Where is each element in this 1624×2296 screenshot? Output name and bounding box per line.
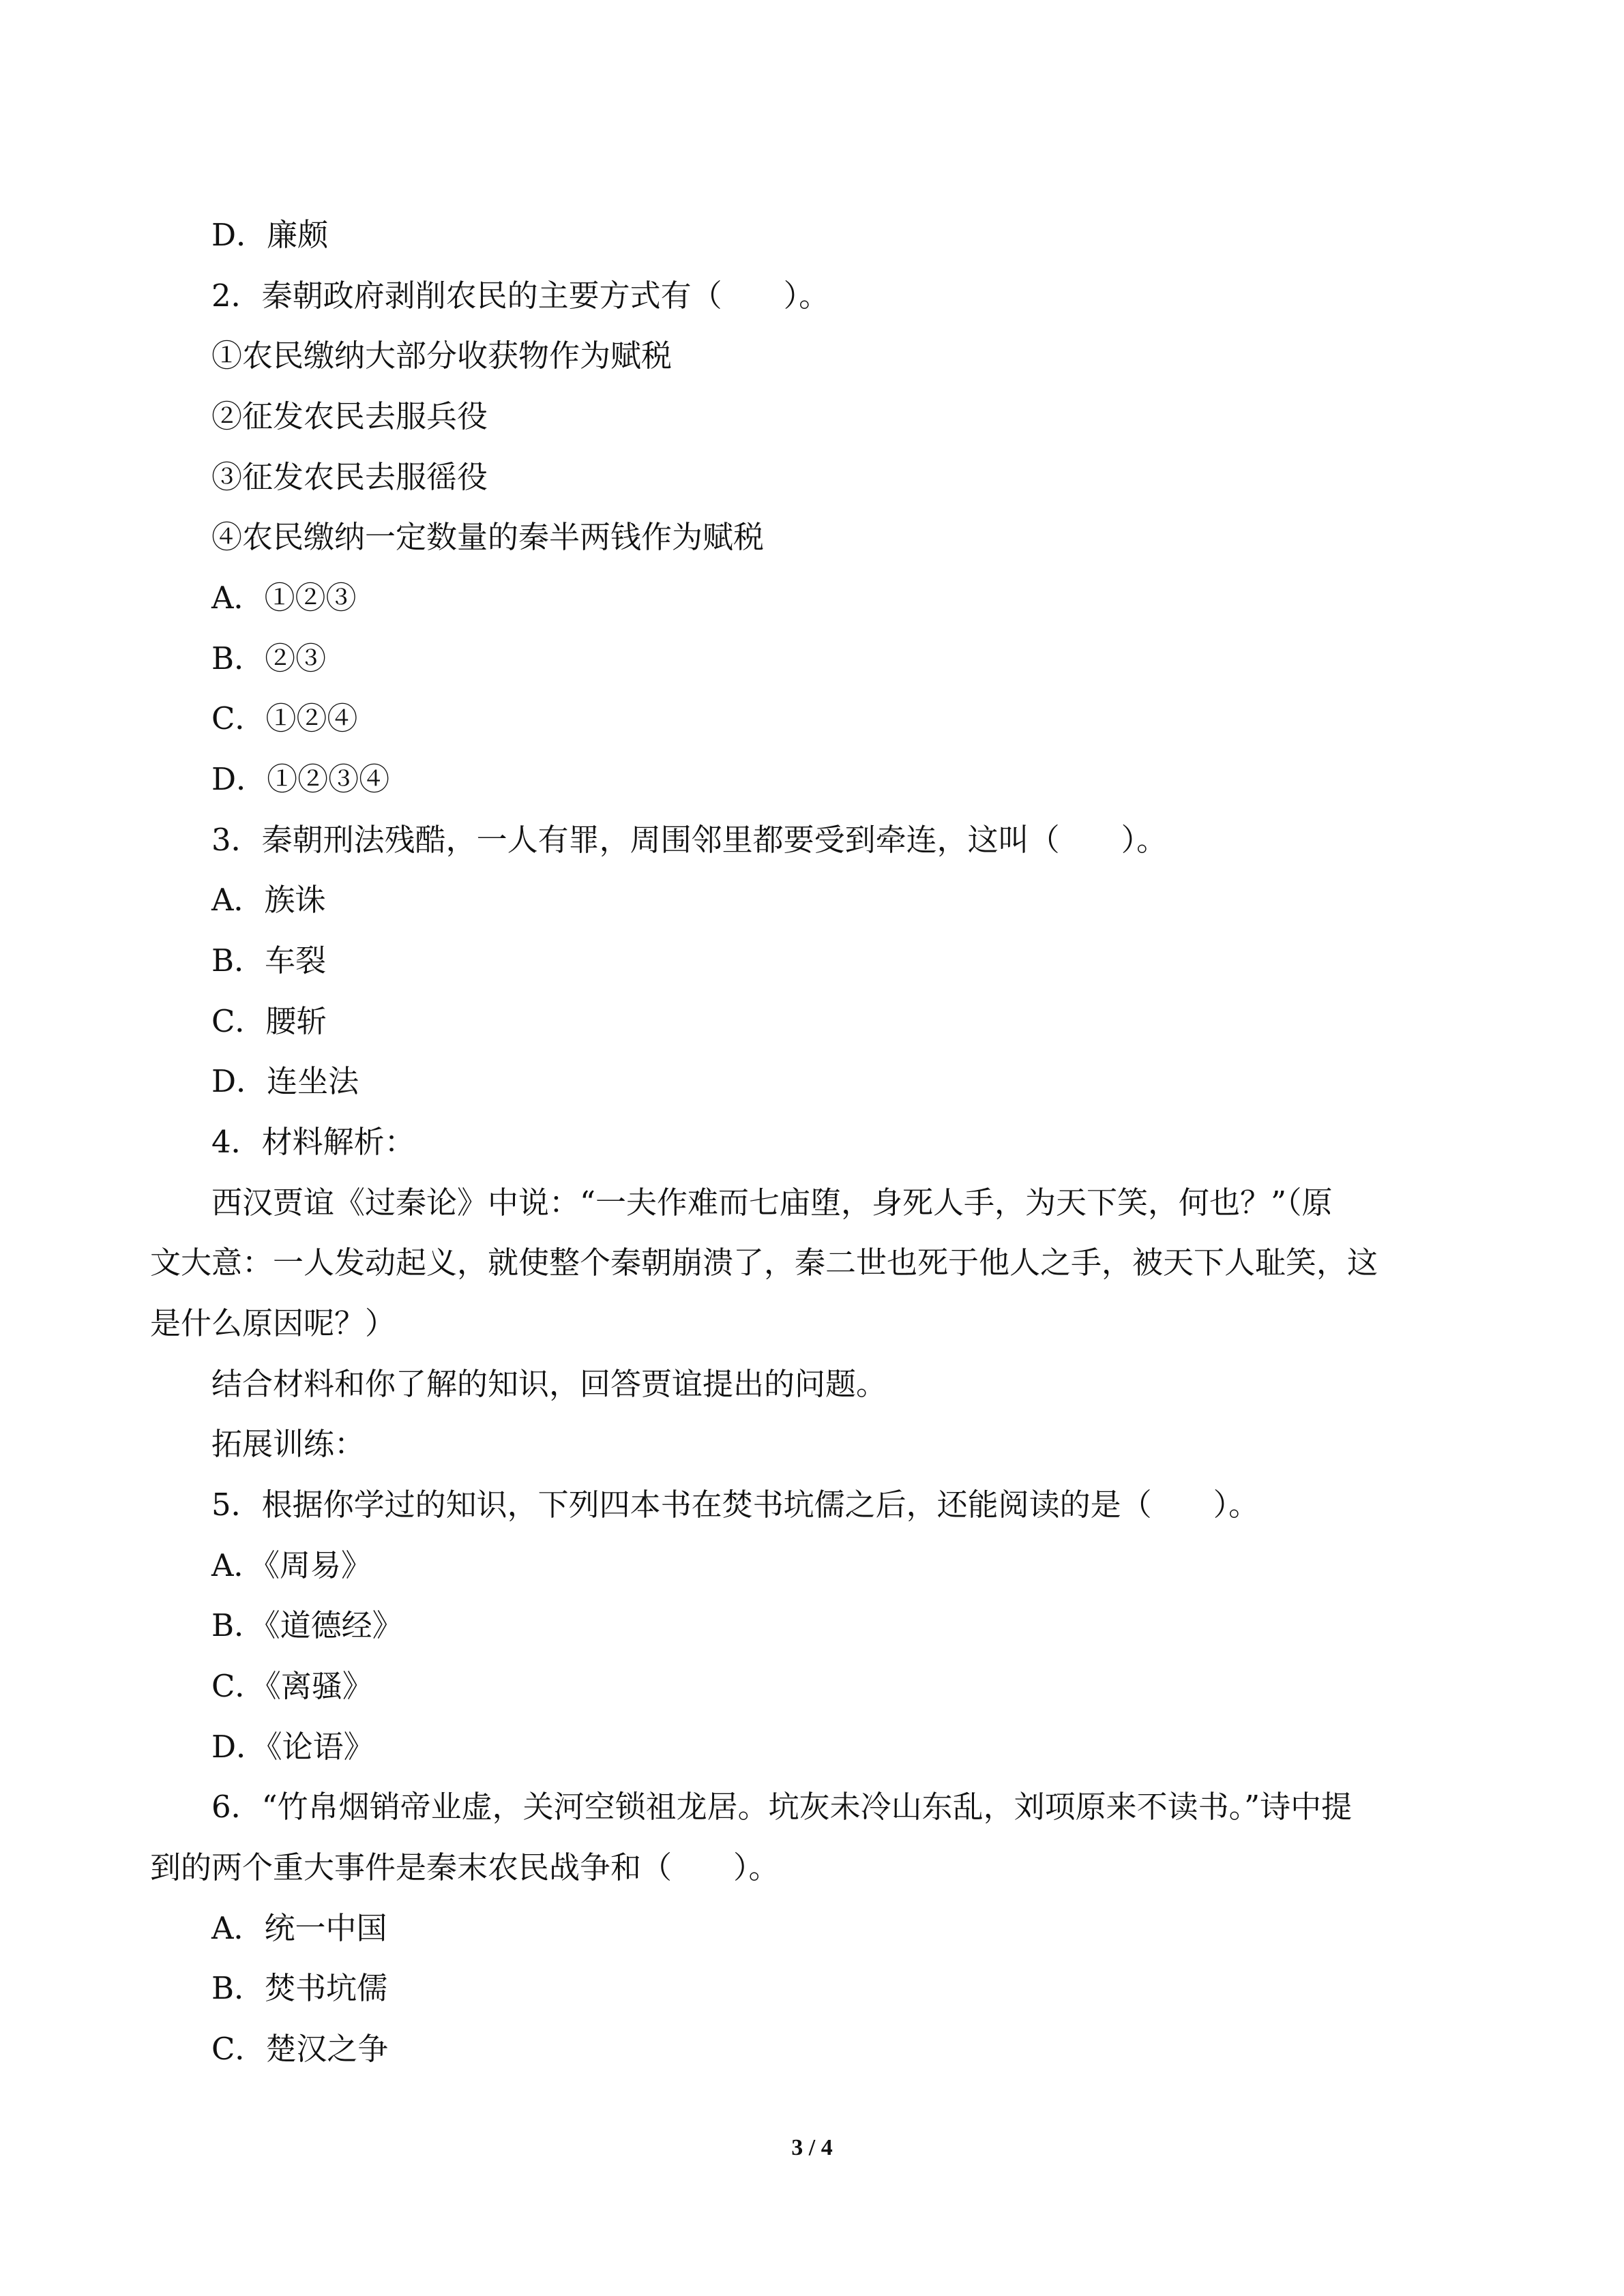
section-heading: 拓展训练： xyxy=(211,1426,366,1462)
statement-2: ②征发农民去服兵役 xyxy=(211,398,488,434)
option-a-q2: A．①②③ xyxy=(211,580,357,616)
option-d-q5: D．《论语》 xyxy=(211,1729,374,1765)
option-c-q3: C．腰斩 xyxy=(211,1003,327,1039)
option-d-q1: D．廉颇 xyxy=(211,217,329,253)
option-a-q5: A．《周易》 xyxy=(211,1547,372,1583)
option-d-q3: D．连坐法 xyxy=(211,1063,359,1099)
option-b-q3: B．车裂 xyxy=(211,942,327,979)
option-c-q5: C．《离骚》 xyxy=(211,1668,373,1704)
option-a-q3: A．族诛 xyxy=(211,882,326,918)
question-5: 5．根据你学过的知识，下列四本书在焚书坑儒之后，还能阅读的是（ ）。 xyxy=(211,1487,1260,1523)
option-b-q5: B．《道德经》 xyxy=(211,1607,403,1643)
option-a-q6: A．统一中国 xyxy=(211,1910,387,1946)
question-2: 2．秦朝政府剥削农民的主要方式有（ ）。 xyxy=(211,278,830,314)
statement-1: ①农民缴纳大部分收获物作为赋税 xyxy=(211,338,673,374)
material-line-3: 是什么原因呢？） xyxy=(150,1305,396,1341)
option-c-q6: C．楚汉之争 xyxy=(211,2031,389,2067)
question-6-line-1: 6．“竹帛烟销帝业虚，关河空锁祖龙居。坑灰未冷山东乱，刘项原来不读书。”诗中提 xyxy=(211,1789,1353,1825)
page-number: 3 / 4 xyxy=(791,2135,833,2160)
material-line-2: 文大意：一人发动起义，就使整个秦朝崩溃了，秦二世也死于他人之手，被天下人耻笑，这 xyxy=(150,1244,1378,1281)
material-line-1: 西汉贾谊《过秦论》中说：“一夫作难而七庙堕，身死人手，为天下笑，何也？”（原 xyxy=(211,1184,1333,1221)
question-3: 3．秦朝刑法残酷，一人有罪，周围邻里都要受到牵连，这叫（ ）。 xyxy=(211,822,1168,858)
option-c-q2: C．①②④ xyxy=(211,700,358,736)
question-4-prompt: 结合材料和你了解的知识，回答贾谊提出的问题。 xyxy=(211,1366,887,1402)
option-b-q2: B．②③ xyxy=(211,640,327,676)
option-b-q6: B．焚书坑儒 xyxy=(211,1970,388,2006)
statement-4: ④农民缴纳一定数量的秦半两钱作为赋税 xyxy=(211,519,765,555)
option-d-q2: D．①②③④ xyxy=(211,761,390,797)
statement-3: ③征发农民去服徭役 xyxy=(211,459,488,495)
question-4: 4．材料解析： xyxy=(211,1124,415,1160)
question-6-line-2: 到的两个重大事件是秦末农民战争和（ ）。 xyxy=(150,1849,780,1885)
